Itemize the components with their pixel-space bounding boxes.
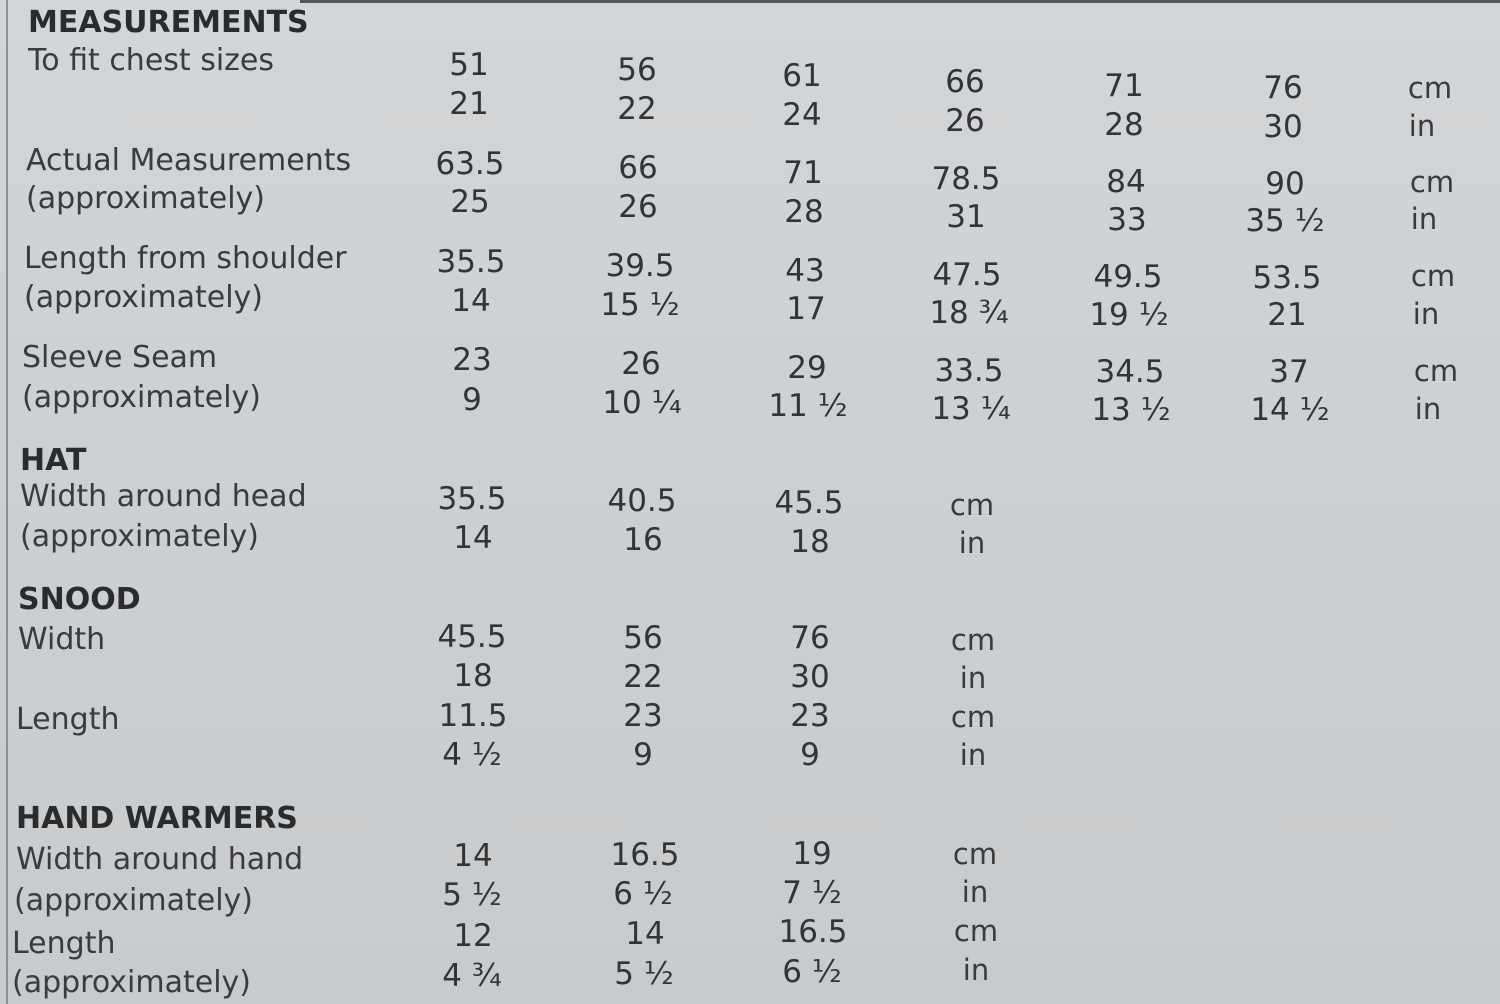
chest-in-4: 26 [945, 103, 985, 139]
hand-length-cm-1: 12 [453, 918, 493, 954]
length-cm-2: 39.5 [605, 248, 675, 284]
chest-in-2: 22 [617, 91, 657, 127]
snood-width-in-3: 30 [790, 659, 830, 695]
sleeve-cm-4: 33.5 [934, 353, 1004, 389]
snood-length-cm-3: 23 [790, 698, 830, 734]
hand-length-cm-3: 16.5 [778, 914, 848, 950]
chest-cm-6: 76 [1263, 70, 1303, 106]
sleeve-approx-label: (approximately) [22, 380, 261, 415]
snood-width-cm-2: 56 [623, 620, 663, 656]
hat-cm-1: 35.5 [437, 481, 507, 517]
snood-width-unit-in: in [959, 661, 987, 695]
snood-length-cm-1: 11.5 [438, 698, 508, 734]
chest-in-3: 24 [782, 97, 822, 133]
chest-cm-1: 51 [449, 47, 489, 83]
length-shoulder-approx-label: (approximately) [24, 280, 263, 315]
length-cm-3: 43 [785, 253, 825, 289]
hand-width-cm-3: 19 [792, 836, 832, 872]
actual-in-6: 35 ½ [1245, 203, 1325, 239]
actual-cm-1: 63.5 [435, 146, 505, 182]
chest-unit-in: in [1408, 109, 1436, 143]
chest-in-1: 21 [449, 86, 489, 122]
sleeve-unit-in: in [1414, 392, 1442, 426]
actual-approx-label: (approximately) [26, 181, 265, 216]
hand-length-approx-label: (approximately) [12, 965, 251, 1000]
snood-width-in-2: 22 [623, 659, 663, 695]
snood-width-cm-1: 45.5 [437, 619, 507, 655]
hat-width-label: Width around head [20, 479, 307, 514]
sleeve-cm-1: 23 [452, 342, 492, 378]
hat-in-3: 18 [790, 524, 830, 560]
sleeve-label: Sleeve Seam [22, 340, 218, 375]
hand-length-in-3: 6 ½ [782, 954, 842, 990]
actual-cm-5: 84 [1106, 164, 1146, 200]
length-shoulder-label: Length from shoulder [24, 241, 347, 276]
actual-in-2: 26 [618, 189, 658, 225]
chest-cm-2: 56 [617, 52, 657, 88]
snood-length-in-3: 9 [800, 737, 820, 773]
actual-cm-3: 71 [783, 155, 823, 191]
hat-cm-2: 40.5 [607, 483, 677, 519]
actual-label: Actual Measurements [26, 143, 352, 178]
length-in-5: 19 ½ [1089, 297, 1169, 333]
snood-width-cm-3: 76 [790, 620, 830, 656]
sleeve-in-5: 13 ½ [1091, 392, 1171, 428]
hand-length-in-2: 5 ½ [614, 956, 674, 992]
chest-cm-5: 71 [1104, 68, 1144, 104]
length-cm-1: 35.5 [436, 244, 506, 280]
chest-cm-4: 66 [945, 64, 985, 100]
length-in-1: 14 [451, 283, 491, 319]
length-in-4: 18 ¾ [929, 295, 1009, 331]
sleeve-in-2: 10 ¼ [602, 385, 682, 421]
snood-length-unit-in: in [959, 738, 987, 772]
snood-width-unit-cm: cm [950, 623, 996, 657]
length-unit-in: in [1412, 297, 1440, 331]
actual-cm-2: 66 [618, 150, 658, 186]
length-in-6: 21 [1267, 297, 1307, 333]
hat-unit-in: in [958, 526, 986, 560]
hand-width-label: Width around hand [16, 842, 304, 877]
hand-length-label: Length [12, 926, 116, 961]
hand-length-unit-in: in [962, 953, 990, 987]
hand-width-unit-cm: cm [952, 837, 998, 871]
hand-width-in-3: 7 ½ [782, 875, 842, 911]
chest-label: To fit chest sizes [28, 43, 275, 78]
hand-width-in-2: 6 ½ [613, 876, 673, 912]
length-cm-5: 49.5 [1093, 259, 1163, 295]
hat-in-1: 14 [453, 520, 493, 556]
actual-unit-in: in [1410, 202, 1438, 236]
chest-cm-3: 61 [782, 58, 822, 94]
sleeve-unit-cm: cm [1413, 354, 1459, 388]
actual-in-4: 31 [946, 199, 986, 235]
hat-unit-cm: cm [949, 488, 995, 522]
actual-in-1: 25 [450, 184, 490, 220]
snood-width-label: Width [18, 622, 106, 657]
length-cm-6: 53.5 [1252, 260, 1322, 296]
sleeve-cm-5: 34.5 [1095, 354, 1165, 390]
actual-cm-4: 78.5 [931, 161, 1001, 197]
snood-length-in-2: 9 [633, 737, 653, 773]
chest-unit-cm: cm [1407, 71, 1453, 105]
length-in-2: 15 ½ [600, 287, 680, 323]
chest-in-6: 30 [1263, 109, 1303, 145]
length-unit-cm: cm [1410, 259, 1456, 293]
hand-width-cm-2: 16.5 [610, 837, 680, 873]
sleeve-cm-2: 26 [621, 346, 661, 382]
actual-unit-cm: cm [1409, 165, 1455, 199]
hat-cm-3: 45.5 [774, 485, 844, 521]
actual-in-3: 28 [784, 194, 824, 230]
sleeve-in-6: 14 ½ [1250, 392, 1330, 428]
hand-width-unit-in: in [961, 875, 989, 909]
hand-length-in-1: 4 ¾ [442, 958, 502, 994]
chest-in-5: 28 [1104, 107, 1144, 143]
measurements-heading: MEASUREMENTS [28, 5, 309, 40]
sleeve-in-1: 9 [462, 382, 482, 418]
hand-length-cm-2: 14 [625, 916, 665, 952]
hat-in-2: 16 [623, 522, 663, 558]
hand-width-cm-1: 14 [453, 838, 493, 874]
sleeve-in-3: 11 ½ [768, 388, 848, 424]
actual-in-5: 33 [1107, 202, 1147, 238]
hat-heading: HAT [20, 443, 87, 478]
actual-cm-6: 90 [1265, 166, 1305, 202]
hand-width-approx-label: (approximately) [14, 883, 253, 918]
snood-width-in-1: 18 [453, 658, 493, 694]
sleeve-cm-6: 37 [1269, 354, 1309, 390]
length-cm-4: 47.5 [932, 257, 1002, 293]
sleeve-in-4: 13 ¼ [931, 391, 1011, 427]
hand-warmers-heading: HAND WARMERS [16, 801, 298, 836]
snood-length-label: Length [16, 702, 120, 737]
left-rule [6, 0, 8, 1004]
sleeve-cm-3: 29 [787, 350, 827, 386]
snood-length-unit-cm: cm [950, 700, 996, 734]
hat-width-approx-label: (approximately) [20, 519, 259, 554]
snood-length-in-1: 4 ½ [442, 737, 502, 773]
length-in-3: 17 [786, 291, 826, 327]
snood-length-cm-2: 23 [623, 698, 663, 734]
top-rule [300, 0, 1500, 3]
hand-width-in-1: 5 ½ [442, 877, 502, 913]
hand-length-unit-cm: cm [953, 914, 999, 948]
snood-heading: SNOOD [18, 582, 141, 617]
